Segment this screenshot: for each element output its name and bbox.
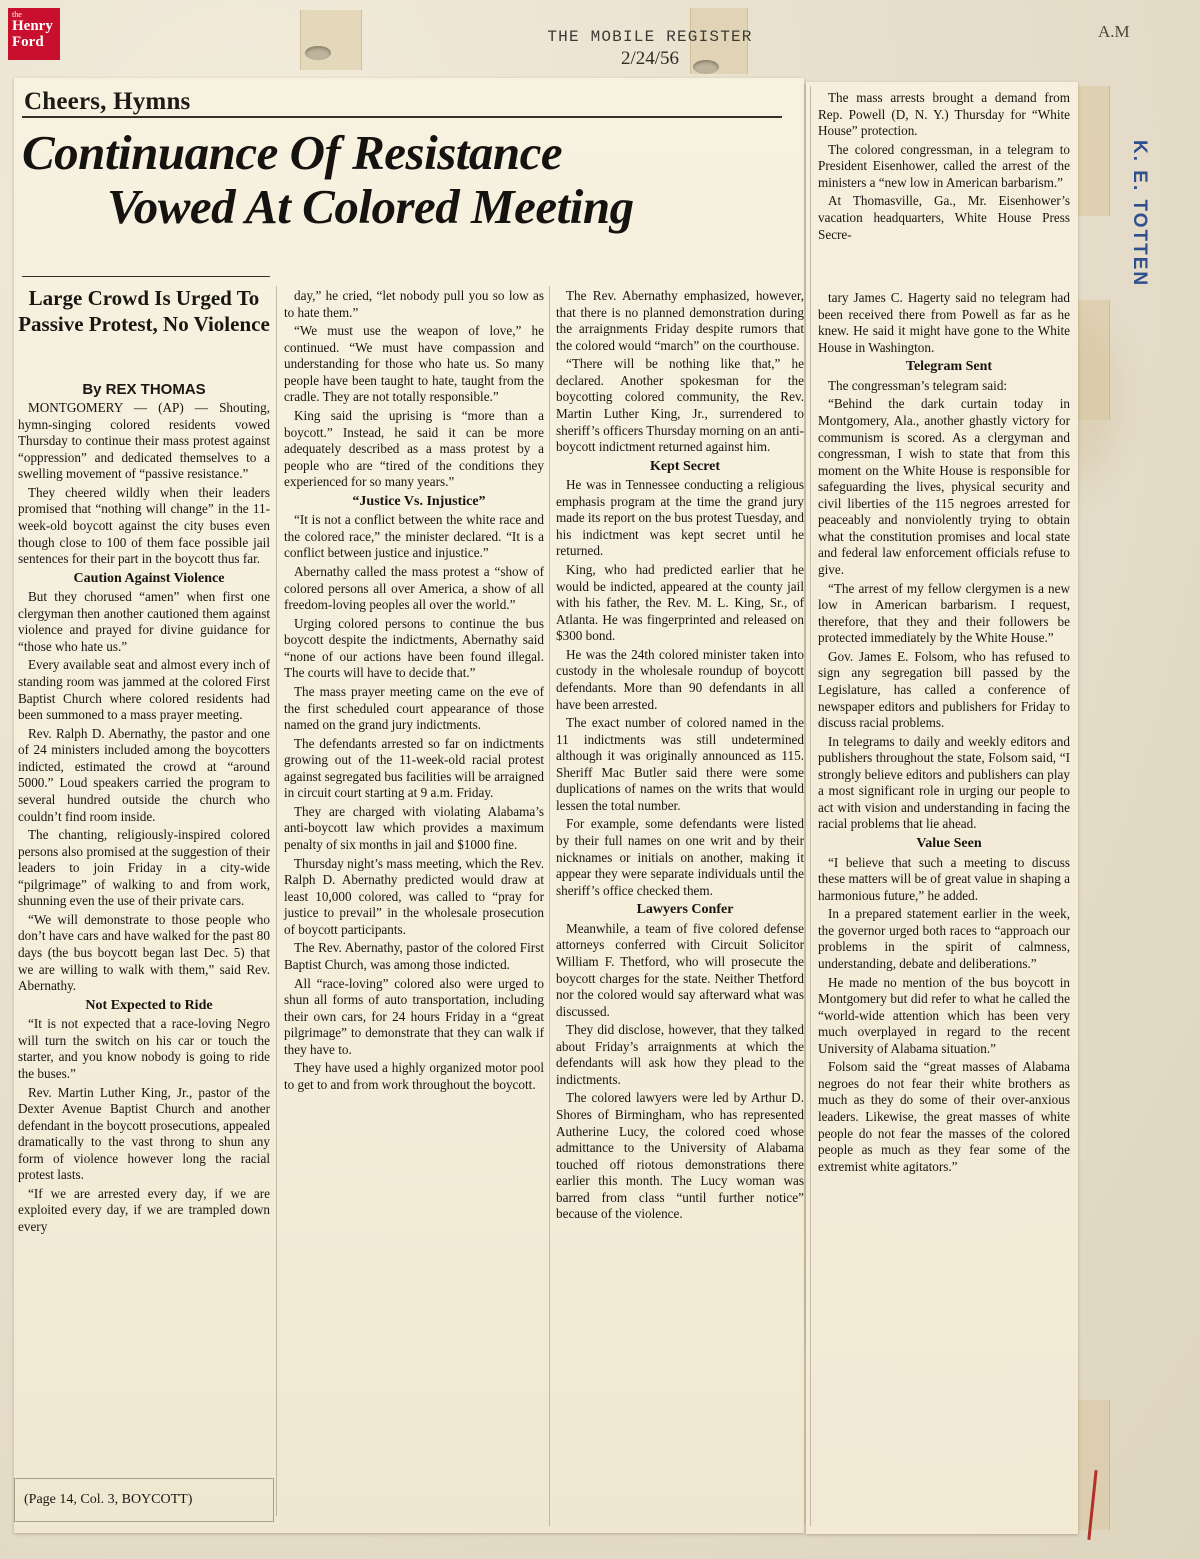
article-paragraph: Gov. James E. Folsom, who has refused to sign any segregation bill passed by the Legislature, has called a conference of newspaper editors and publishers for Friday to discuss racial problems. [818, 648, 1070, 731]
article-paragraph: The mass prayer meeting came on the eve of the first scheduled court appearance of those named on the grand jury indictments. [284, 683, 544, 733]
article-paragraph: “We will demonstrate to those people who don’t have cars and have walked for the past 80 days (the bus boycott began last Dec. 5) that we are willing to walk with them,” said Rev. Abernathy. [18, 911, 270, 994]
article-paragraph: King, who had predicted earlier that he would be indicted, appeared at the county jail with his father, the Rev. M. L. King, Sr., of Atlanta. He was fingerprinted and released on $300 bond. [556, 562, 804, 644]
publication-date: 2/24/56 [620, 48, 680, 69]
headline-rule-top [22, 116, 782, 118]
article-paragraph: He made no mention of the bus boycott in Montgomery but did refer to what he called the “world-wide attention which has been very much overplayed in regard to the recent University of Alabama situation.” [818, 974, 1070, 1056]
article-paragraph: day,” he cried, “let nobody pull you so low as to hate them.” [284, 288, 544, 320]
column-rule [276, 286, 277, 1516]
article-paragraph: Rev. Martin Luther King, Jr., pastor of the Dexter Avenue Baptist Church and another defendant in the boycott prosecutions, appealed dramatically to the vast throng to shun any form of violence however long the racial protest lasts. [18, 1084, 270, 1183]
section-subhead: Value Seen [916, 836, 982, 851]
jump-line: (Page 14, Col. 3, BOYCOTT) [24, 1492, 193, 1507]
article-paragraph: The congressman’s telegram said: [828, 377, 1008, 393]
article-paragraph: King said the uprising is “more than a boycott.” Instead, he said it can be more adequately described as a mass protest by a people who are “tired of the conditions they experienced for so many years.” [284, 407, 544, 490]
article-paragraph: The colored congressman, in a telegram to President Eisenhower, called the arrest of the ministers a “new low in American barbarism.” [818, 141, 1070, 190]
section-subhead: Lawyers Confer [636, 902, 734, 918]
article-column-top-right [818, 90, 1070, 245]
logo-line1: Henry [12, 18, 53, 35]
punch-hole [305, 46, 331, 60]
article-column-2 [284, 288, 544, 1095]
section-subhead: Not Expected to Ride [85, 997, 213, 1013]
side-annotation: K. E. TOTTEN [1129, 140, 1150, 288]
logo-the: the [12, 10, 22, 19]
article-paragraph: Rev. Ralph D. Abernathy, the pastor and one of 24 ministers included among the boycotters indicted, estimated the crowd at “around 5000.” Loud speakers carried the program to several hundred outside the church who couldn’t find room inside. [18, 725, 270, 824]
article-paragraph: The colored lawyers were led by Arthur D. Shores of Birmingham, who has represented Autherine Lucy, the colored coed whose admittance to the University of Alabama touched off riotous demonstrations there earlier this month. The Lucy woman was barred from class “until further notice” because of the violence. [556, 1090, 804, 1222]
article-paragraph: Abernathy called the mass protest a “show of colored persons all over America, a show of all freedom-loving peoples all over the world.” [284, 564, 544, 613]
article-paragraph: He was in Tennessee conducting a religious emphasis program at the time the grand jury made its report on the bus protest Tuesday, and his indictment was kept secret until he returned. [556, 477, 804, 559]
henry-ford-logo [8, 8, 60, 60]
article-paragraph: “It is not expected that a race-loving Negro will turn the switch on his car or touch the starter, and you know nobody is going to ride the buses.” [18, 1016, 270, 1081]
article-column-4 [818, 290, 1070, 1177]
article-paragraph: Every available seat and almost every inch of standing room was jammed at the colored First Baptist Church where colored residents had been summoned to a mass prayer meeting. [18, 657, 270, 723]
article-column-1 [18, 400, 270, 1238]
kicker-headline: Cheers, Hymns [24, 88, 191, 115]
article-paragraph: “We must use the weapon of love,” he continued. “We must have compassion and understanding for those who hate us. So many people have been taught to hate, taught from the cradle. They are not totally responsible.” [284, 323, 544, 405]
article-paragraph: “It is not a conflict between the white race and the colored race,” the minister declared. “It is a conflict between justice and injustice.” [284, 512, 544, 561]
article-paragraph: MONTGOMERY — (AP) — Shouting, hymn-singing colored residents vowed Thursday to continue their mass protest against “oppression” and dedicated themselves to a swelling movement of “passive resistance.” [18, 400, 270, 482]
article-paragraph: “Behind the dark curtain today in Montgomery, Ala., another ghastly victory for communism is scored. As a clergyman and congressman, I wish to state that from this moment on the White House is responsible for safeguarding the lives, physical security and civil liberties of the 115 negroes arrested for peaceably and nonviolently trying to obtain what the constitution promises and local state and federal law enforcement officials refuse to give. [818, 396, 1070, 577]
article-paragraph: Thursday night’s mass meeting, which the Rev. Ralph D. Abernathy predicted would draw at least 10,000 colored, was called to “pray for justice to prevail” in the wholesale prosecution of boycott participants. [284, 855, 544, 937]
article-paragraph: At Thomasville, Ga., Mr. Eisenhower’s vacation headquarters, White House Press Secre- [818, 193, 1070, 242]
main-headline [22, 125, 792, 234]
article-paragraph: The defendants arrested so far on indictments growing out of the 11-week-old racial protest against segregated bus facilities will be arraigned in circuit court starting at 9 a.m. Friday. [284, 735, 544, 801]
tape-strip [300, 10, 362, 70]
article-paragraph: They cheered wildly when their leaders promised that “nothing will change” in the 11-week-old boycott against the city buses even though close to 100 of them face possible jail sentences for their part in the boycott thus far. [18, 484, 270, 567]
article-paragraph: In a prepared statement earlier in the week, the governor urged both races to “approach our problems in the spirit of calmness, understanding, debate and deliberations.” [818, 906, 1070, 971]
section-subhead: “Justice Vs. Injustice” [352, 493, 486, 509]
article-paragraph: The Rev. Abernathy, pastor of the colored First Baptist Church, was among those indicted. [284, 940, 544, 972]
article-paragraph: The Rev. Abernathy emphasized, however, that there is no planned demonstration during the arraignments Friday despite rumors that the colored would “march” on the courthouse. [556, 288, 804, 353]
article-paragraph: Meanwhile, a team of five colored defense attorneys conferred with Circuit Solicitor William F. Thetford, who will prosecute the boycott charges for the state. Neither Thetford nor the colored would say afterward what was discussed. [556, 920, 804, 1019]
article-paragraph: tary James C. Hagerty said no telegram had been received there from Powell as far as he knew. He said it might have gone to the White House in Washington. [818, 290, 1070, 355]
corner-annotation: A.M [1098, 22, 1130, 41]
article-paragraph: In telegrams to daily and weekly editors and publishers throughout the state, Folsom said, “I strongly believe editors and publishers can play a most significant role in urging our people to act with vision and understanding in facing the racial problems that lie ahead. [818, 733, 1070, 832]
section-subhead: Caution Against Violence [73, 570, 225, 586]
article-paragraph: Urging colored persons to continue the bus boycott despite the indictments, Abernathy said “none of our actions have been found illegal. The courts will have to decide that.” [284, 615, 544, 681]
article-paragraph: He was the 24th colored minister taken into custody in the wholesale roundup of boycott defendants. More than 90 defendants in all have been arrested. [556, 646, 804, 712]
article-paragraph: “I believe that such a meeting to discuss these matters will be of great value in shaping a harmonious future,” he added. [818, 854, 1070, 903]
headline-line-1: Continuance Of Resistance [22, 125, 563, 180]
article-paragraph: They are charged with violating Alabama’s anti-boycott law which provides a maximum penalty of six months in jail and $1000 fine. [284, 803, 544, 852]
headline-rule-bottom [22, 276, 270, 277]
article-paragraph: They have used a highly organized motor pool to get to and from work throughout the boycott. [284, 1060, 544, 1092]
section-subhead: Kept Secret [649, 458, 721, 474]
publication-name: THE MOBILE REGISTER [547, 28, 753, 46]
article-paragraph: “If we are arrested every day, if we are exploited every day, if we are trampled down every [18, 1185, 270, 1234]
article-column-3 [556, 288, 804, 1225]
article-paragraph: They did disclose, however, that they talked about Friday’s arraignments at which the defendants will ask how they plead to the indictments. [556, 1022, 804, 1087]
column-rule [810, 86, 811, 1526]
article-paragraph: The exact number of colored named in the 11 indictments was still undetermined although it was originally announced as 115. Sheriff Mac Butler said there were some duplications of names on the writs that would lessen the total number. [556, 715, 804, 813]
headline-deck: Large Crowd Is Urged To Passive Protest, No Violence [18, 286, 270, 337]
article-paragraph: The mass arrests brought a demand from Rep. Powell (D, N. Y.) Thursday for “White House” protection. [818, 90, 1070, 139]
masthead [520, 28, 780, 70]
byline: By REX THOMAS [82, 381, 206, 398]
article-paragraph: All “race-loving” colored also were urged to shun all forms of auto transportation, including their own cars, for 24 hours Friday in a “great pilgrimage” to demonstrate that they can walk if they have to. [284, 975, 544, 1057]
punch-hole [693, 60, 719, 74]
article-paragraph: The chanting, religiously-inspired colored persons also promised at the suggestion of their leaders to join Friday in a city-wide “pilgrimage” of walking to and from work, shunning even the use of their private cars. [18, 827, 270, 909]
column-rule [549, 286, 550, 1526]
headline-line-2: Vowed At Colored Meeting [107, 178, 634, 234]
article-paragraph: “There will be nothing like that,” he declared. Another spokesman for the boycotting colored community, the Rev. Martin Luther King, Jr., surrendered to sheriff’s officers Thursday morning on an anti-boycott indictment returned against him. [556, 356, 804, 455]
article-paragraph: “The arrest of my fellow clergymen is a new low in American barbarism. I request, therefore, that they and their followers be protected immediately by the White House.” [818, 580, 1070, 646]
article-paragraph: But they chorused “amen” when first one clergyman then another cautioned them against violence and prayed for divine guidance for “those who hate us.” [18, 589, 270, 654]
logo-line2: Ford [12, 33, 44, 50]
article-paragraph: Folsom said the “great masses of Alabama negroes do not fear their white brothers as much as they do some of their over-anxious leaders. Likewise, the great masses of white people do not fear the masses of the colored people as much as they fear some of the extremist white agitators.” [818, 1059, 1070, 1174]
section-subhead: Telegram Sent [905, 359, 993, 375]
article-paragraph: For example, some defendants were listed by their full names on one writ and by their nicknames or initials on another, making it appear they were separate individuals until the sheriff’s office checked them. [556, 816, 804, 898]
